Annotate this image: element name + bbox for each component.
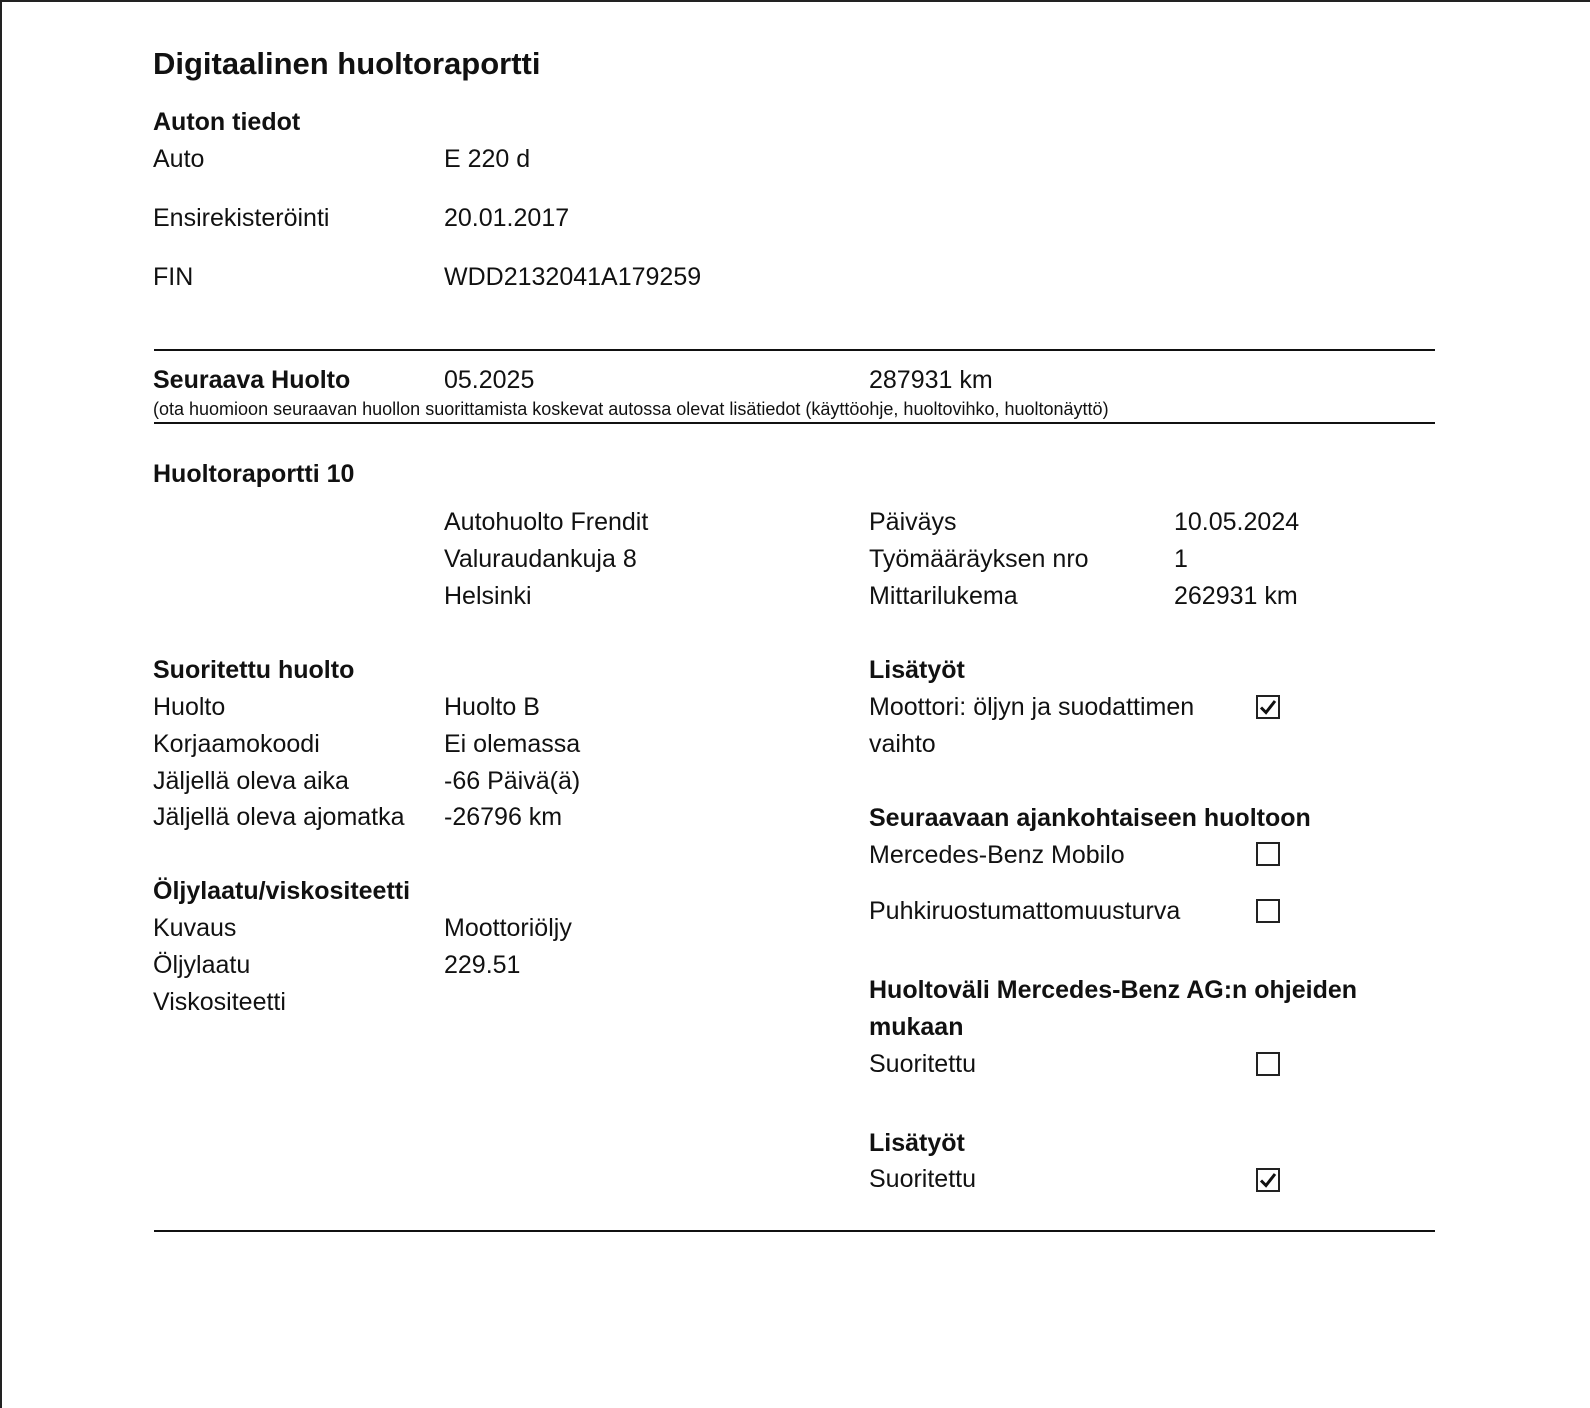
performed-heading: Suoritettu huolto bbox=[153, 656, 355, 684]
meta-value-mileage: 262931 km bbox=[1174, 582, 1298, 610]
oil-label-viscosity: Viskositeetti bbox=[153, 988, 286, 1016]
vehicle-value-registration: 20.01.2017 bbox=[444, 204, 570, 232]
checkmark-icon bbox=[1259, 1171, 1277, 1189]
next-current-heading: Seuraavaan ajankohtaiseen huoltoon bbox=[869, 804, 1311, 832]
mobilo-label: Mercedes-Benz Mobilo bbox=[869, 841, 1125, 869]
meta-label-mileage: Mittarilukema bbox=[869, 582, 1018, 610]
rustproof-label: Puhkiruostumattomuusturva bbox=[869, 897, 1181, 925]
meta-value-order: 1 bbox=[1174, 545, 1188, 573]
vehicle-heading: Auton tiedot bbox=[153, 108, 301, 136]
extra-work-checkbox[interactable] bbox=[1256, 695, 1280, 719]
mobilo-checkbox[interactable] bbox=[1256, 842, 1280, 866]
extra-work-heading: Lisätyöt bbox=[869, 656, 965, 684]
extra-work-item-line1: Moottori: öljyn ja suodattimen bbox=[869, 693, 1195, 721]
rustproof-checkbox[interactable] bbox=[1256, 899, 1280, 923]
performed-value-code: Ei olemassa bbox=[444, 730, 581, 758]
vehicle-label-fin: FIN bbox=[153, 263, 194, 291]
next-service-note: (ota huomioon seuraavan huollon suorittamista koskevat autossa olevat lisätiedot (käyttöohje, huoltovihko, huoltonäyttö) bbox=[153, 399, 1109, 419]
interval-heading-line1: Huoltoväli Mercedes-Benz AG:n ohjeiden bbox=[869, 976, 1358, 1004]
extra-work2-item-label: Suoritettu bbox=[869, 1165, 977, 1193]
interval-checkbox[interactable] bbox=[1256, 1052, 1280, 1076]
next-service-label: Seuraava Huolto bbox=[153, 366, 351, 394]
workshop-city: Helsinki bbox=[444, 582, 532, 610]
divider-bottom bbox=[154, 1230, 1435, 1232]
next-service-km: 287931 km bbox=[869, 366, 993, 394]
oil-value-grade: 229.51 bbox=[444, 951, 521, 979]
performed-label-time: Jäljellä oleva aika bbox=[153, 767, 349, 795]
divider-middle bbox=[154, 422, 1435, 424]
workshop-street: Valuraudankuja 8 bbox=[444, 545, 637, 573]
performed-value-service: Huolto B bbox=[444, 693, 540, 721]
performed-label-distance: Jäljellä oleva ajomatka bbox=[153, 803, 405, 831]
service-report-heading: Huoltoraportti 10 bbox=[153, 460, 355, 488]
interval-heading-line2: mukaan bbox=[869, 1013, 964, 1041]
vehicle-label-auto: Auto bbox=[153, 145, 205, 173]
oil-label-grade: Öljylaatu bbox=[153, 951, 251, 979]
oil-value-description: Moottoriöljy bbox=[444, 914, 572, 942]
extra-work2-heading: Lisätyöt bbox=[869, 1129, 965, 1157]
page-title: Digitaalinen huoltoraportti bbox=[153, 46, 541, 81]
performed-label-code: Korjaamokoodi bbox=[153, 730, 320, 758]
performed-value-time: -66 Päivä(ä) bbox=[444, 767, 581, 795]
meta-label-order: Työmääräyksen nro bbox=[869, 545, 1089, 573]
divider-top bbox=[154, 349, 1435, 351]
interval-item-label: Suoritettu bbox=[869, 1050, 977, 1078]
performed-value-distance: -26796 km bbox=[444, 803, 563, 831]
oil-heading: Öljylaatu/viskositeetti bbox=[153, 877, 411, 905]
checkmark-icon bbox=[1259, 698, 1277, 716]
meta-label-date: Päiväys bbox=[869, 508, 957, 536]
next-service-date: 05.2025 bbox=[444, 366, 535, 394]
vehicle-label-registration: Ensirekisteröinti bbox=[153, 204, 330, 232]
workshop-name: Autohuolto Frendit bbox=[444, 508, 649, 536]
extra-work2-checkbox[interactable] bbox=[1256, 1168, 1280, 1192]
vehicle-value-auto: E 220 d bbox=[444, 145, 531, 173]
meta-value-date: 10.05.2024 bbox=[1174, 508, 1300, 536]
oil-label-description: Kuvaus bbox=[153, 914, 237, 942]
performed-label-service: Huolto bbox=[153, 693, 226, 721]
vehicle-value-fin: WDD2132041A179259 bbox=[444, 263, 702, 291]
extra-work-item-line2: vaihto bbox=[869, 730, 936, 758]
